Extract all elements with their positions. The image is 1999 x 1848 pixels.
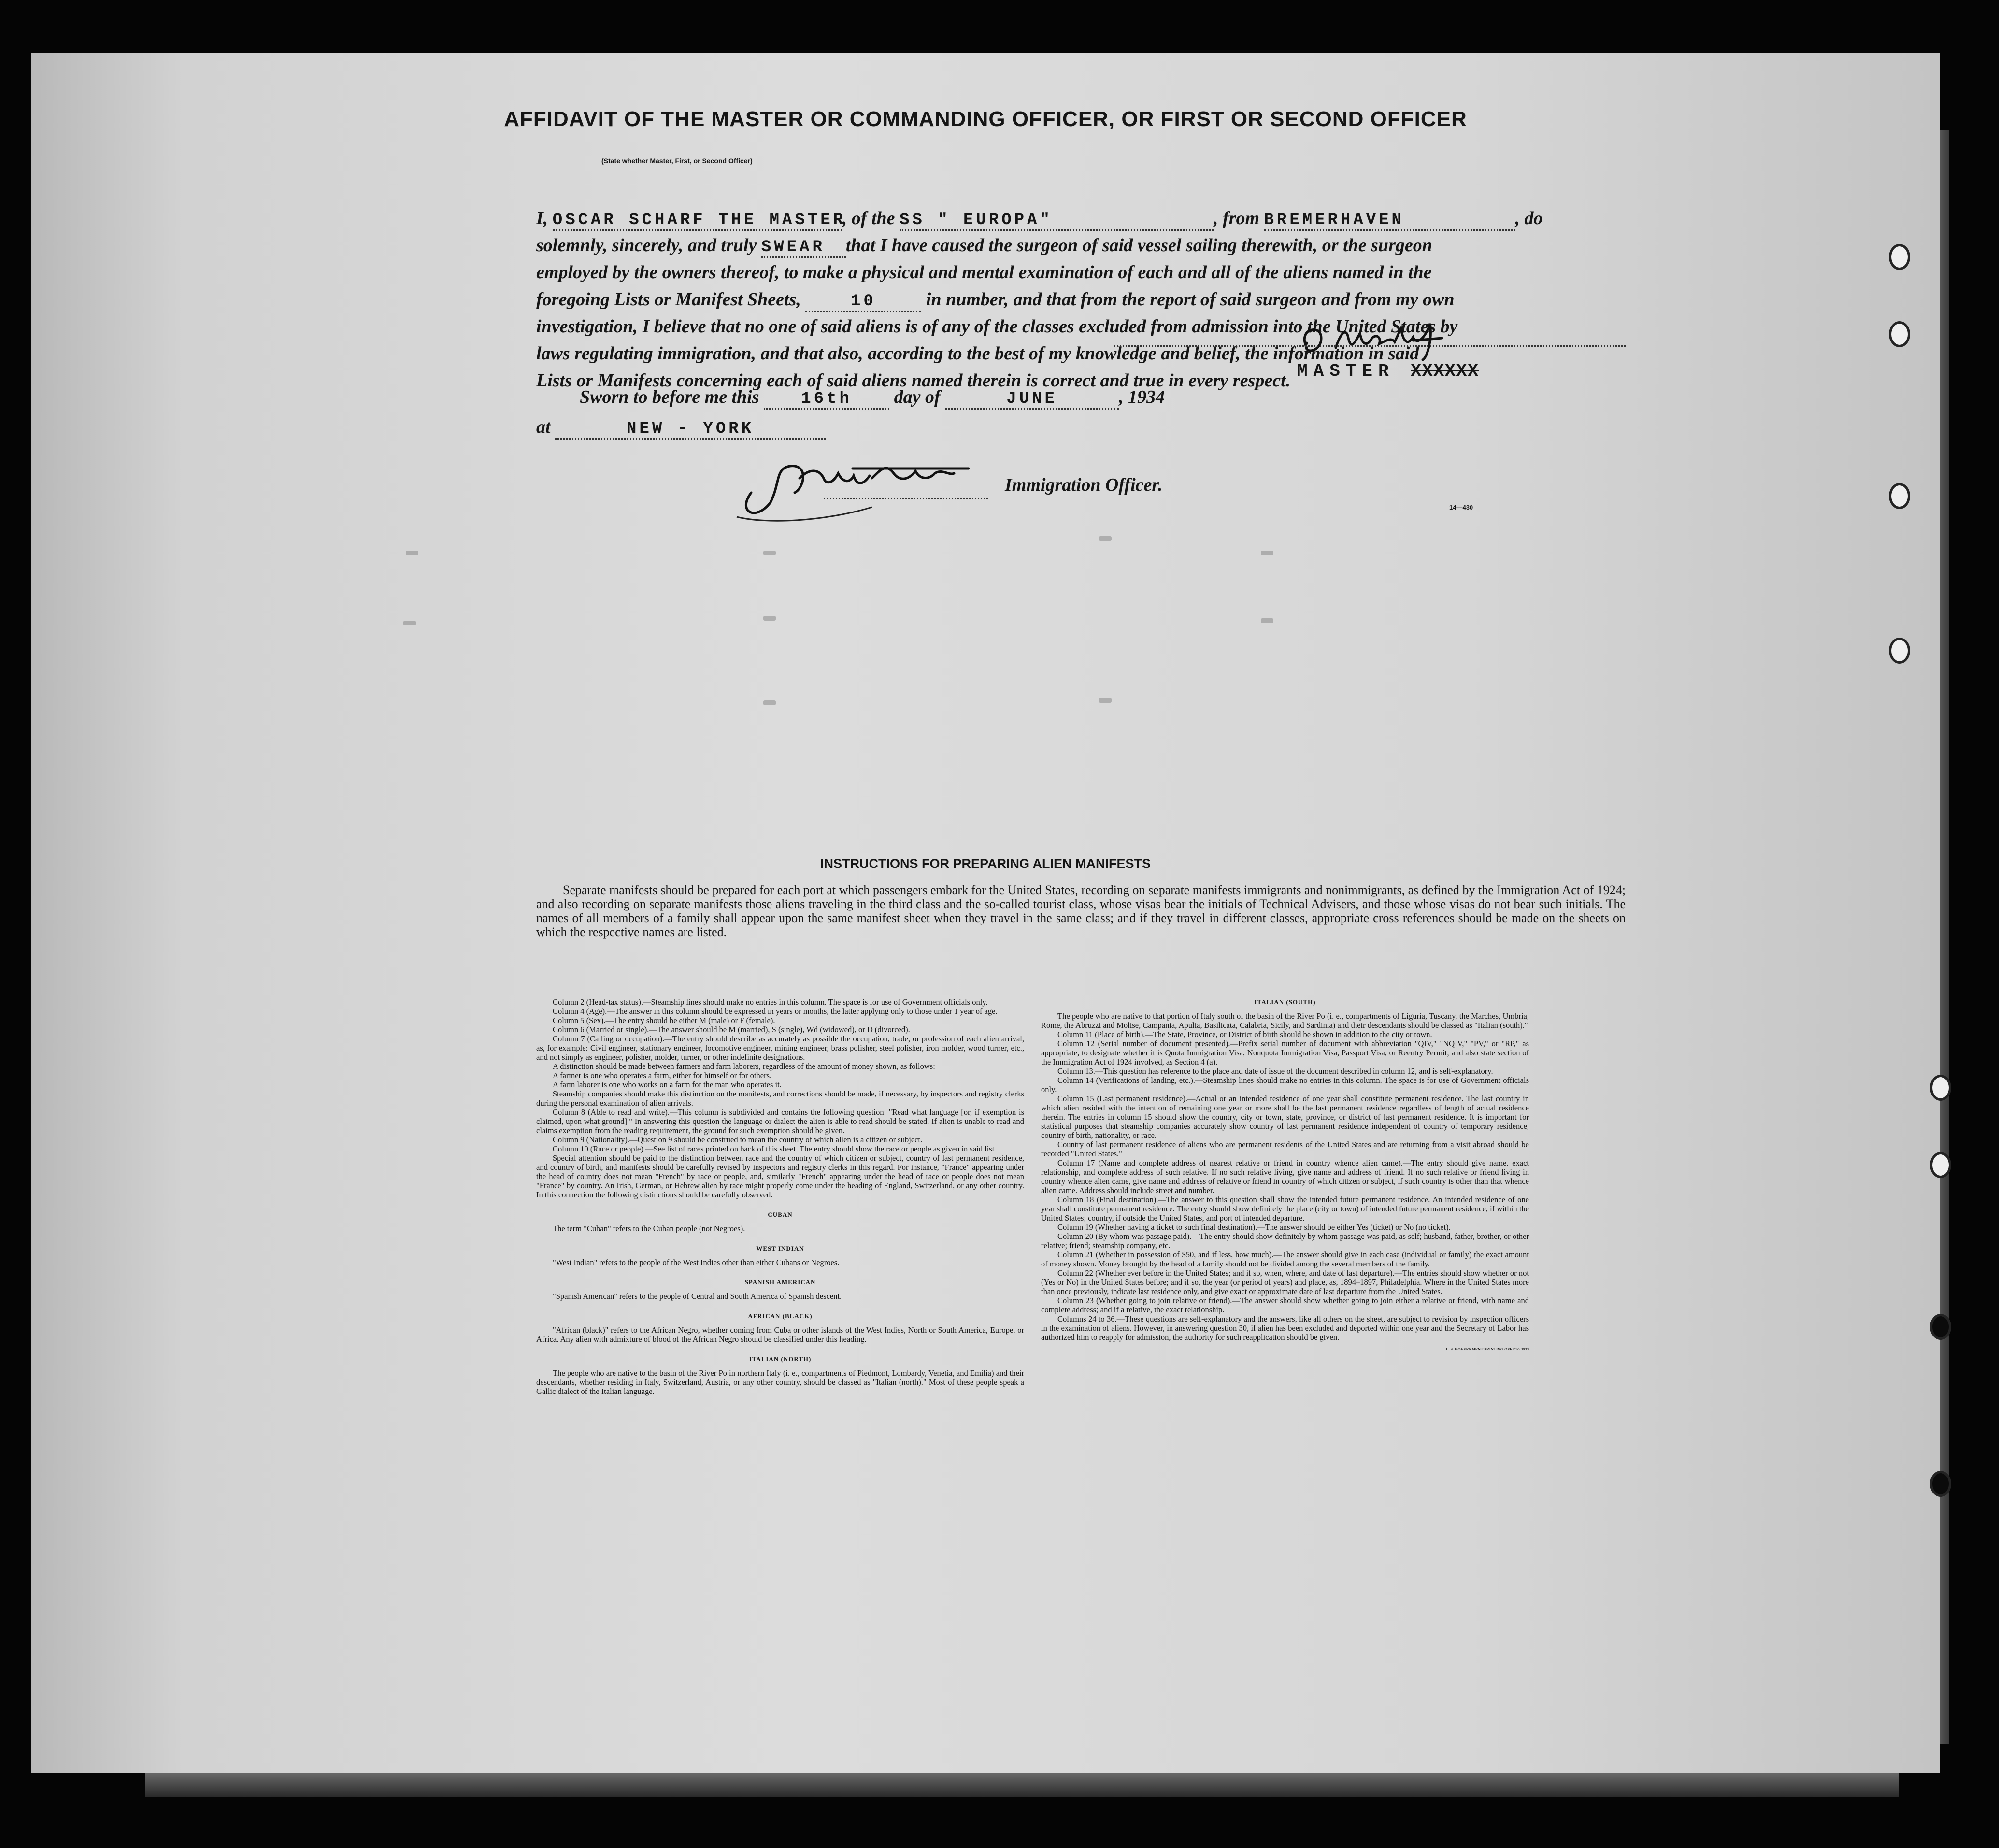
master-signature-line <box>1114 345 1626 347</box>
state-whether-note: (State whether Master, First, or Second Officer) <box>601 157 753 165</box>
column-8-note: Column 8 (Able to read and write).—This column is subdivided and contains the following question: "Read what language [or, if exemption is claimed, upon what ground]." In answering this question the language or dialect the alien is able to read should be stated. If alien is unable to read and claims exemption from the reading requirement, the ground for such exemption should be given. <box>536 1108 1024 1135</box>
spanish-american-definition: "Spanish American" refers to the people of Central and South America of Spanish descent. <box>553 1292 842 1301</box>
manifest-sheet <box>31 53 1940 1773</box>
african-definition: "African (black)" refers to the African Negro, whether coming from Cuba or other islands of the West Indies, North or South America, Europe, or Africa. Any alien with admixture of blood of the African Negro should be classified under this heading. <box>536 1325 1024 1344</box>
column-10-note: Column 10 (Race or people).—See list of races printed on back of this sheet. The entry should show the race or people as given in said list. <box>553 1144 997 1153</box>
binder-hole <box>1930 1075 1951 1101</box>
show-through-mark <box>406 551 418 555</box>
column-14-note: Column 14 (Verifications of landing, etc.).—Steamship lines should make no entries in this column. The space is for use of Government officials only. <box>1041 1076 1529 1094</box>
immigration-officer-line <box>824 498 988 499</box>
italian-north-definition: The people who are native to the basin of the River Po in northern Italy (i. e., compartments of Piedmont, Lombardy, Venetia, and Emilia) and their descendants, whether residing in Italy, Switzerland, Austria, or any other country, should be classed as "Italian (north)." Most of these people speak a Gallic dialect of the Italian language. <box>536 1368 1024 1396</box>
column-5-note: Column 5 (Sex).—The entry should be either M (male) or F (female). <box>553 1016 775 1025</box>
vessel-name: SS " EUROPA" <box>900 211 1214 231</box>
affidavit-line-3: employed by the owners thereof, to make a physical and mental examination of each and all of the aliens named in the <box>536 262 1432 283</box>
show-through-mark <box>763 551 776 555</box>
sworn-month: JUNE <box>945 390 1119 410</box>
sworn-day: 16th <box>764 390 889 410</box>
heading-west-indian: WEST INDIAN <box>756 1245 804 1252</box>
sheets-count: 10 <box>805 292 921 312</box>
show-through-mark <box>763 700 776 705</box>
steamship-distinction: Steamship companies should make this distinction on the manifests, and corrections should be made, if necessary, by inspectors and registry clerks during the personal examination of alien arrivals. <box>536 1089 1024 1108</box>
instructions-intro: Separate manifests should be prepared for each port at which passengers embark for the United States, recording on separate manifests immigrants and nonimmigrants, as defined by the Immigration Act of 1924; and also recording on separate manifests those aliens traveling in the third class and the so-called tourist class, whose visas bear the initials of Technical Advisers, and those whose visas do not bear such initials. The names of all members of a family shall appear upon the same manifest sheet when they travel in the same class; and if they travel in different classes, appropriate cross references should be made on the sheets on which the respective names are listed. <box>536 883 1626 939</box>
column-22-note: Column 22 (Whether ever before in the United States; and if so, when, where, and date of last departure).—The entries should show whether or not (Yes or No) in the United States before; and if so, the year (or period of years) and place, as, 1894–1897, Philadelphia. Where in the United States more than once previously, indicate last residence only, and give exact or approximate date of last departure from the United States. <box>1041 1268 1529 1296</box>
show-through-mark <box>403 621 416 625</box>
column-15-note: Column 15 (Last permanent residence).—Actual or an intended residence of one year shall constitute permanent residence. The last country in which alien resided with the intention of remaining one year or more shall be the last permanent residence regardless of length of actual residence therein. The entries in column 15 should show the country, city or town, state, province, or district of last permanent residence. It is important for statistical purposes that steamship companies accurately show country of last permanent residence independent of country of temporary residence, country of birth, nationality, or race. <box>1041 1094 1529 1140</box>
show-through-mark <box>1099 698 1112 703</box>
heading-spanish-american: SPANISH AMERICAN <box>744 1279 816 1286</box>
show-through-mark <box>1261 551 1273 555</box>
affidavit-line-5: investigation, I believe that no one of said aliens is of any of the classes excluded from admission into the United States by <box>536 316 1458 337</box>
column-15-return-note: Country of last permanent residence of aliens who are permanent residents of the United States and are returning from a visit abroad should be recorded "United States." <box>1041 1140 1529 1158</box>
column-9-note: Column 9 (Nationality).—Question 9 should be construed to mean the country of which alien is a citizen or subject. <box>553 1135 923 1144</box>
affidavit-line-7: Lists or Manifests concerning each of said aliens named therein is correct and true in every respect. <box>536 370 1291 391</box>
affidavit-line-4: foregoing Lists or Manifest Sheets, 10 in number, and that from the report of said surgeon and from my own <box>536 289 1455 312</box>
form-number: 14—430 <box>1449 504 1473 511</box>
show-through-mark <box>1261 618 1273 623</box>
column-6-note: Column 6 (Married or single).—The answer should be M (married), S (single), Wd (widowed), or D (divorced). <box>553 1025 910 1034</box>
departure-port: BREMERHAVEN <box>1264 211 1515 231</box>
affidavit-line-6: laws regulating immigration, and that also, according to the best of my knowledge and belief, the information in said <box>536 343 1419 364</box>
swear-word: SWEAR <box>761 238 846 258</box>
printer-imprint: U. S. GOVERNMENT PRINTING OFFICE: 1933 <box>1445 1347 1529 1351</box>
farmer-definition: A farmer is one who operates a farm, either for himself or for others. <box>553 1071 772 1080</box>
binder-hole <box>1889 483 1910 509</box>
cuban-definition: The term "Cuban" refers to the Cuban people (not Negroes). <box>553 1224 745 1233</box>
column-2-note: Column 2 (Head-tax status).—Steamship lines should make no entries in this column. The space is for use of Government officials only. <box>553 997 988 1007</box>
farmer-distinction: A distinction should be made between farmers and farm laborers, regardless of the amount of money shown, as follows: <box>553 1062 935 1071</box>
west-indian-definition: "West Indian" refers to the people of the West Indies other than either Cubans or Negroes. <box>553 1258 840 1267</box>
heading-italian-south: ITALIAN (SOUTH) <box>1254 998 1316 1006</box>
binder-hole <box>1889 244 1910 270</box>
column-4-note: Column 4 (Age).—The answer in this column should be expressed in years or months, the latter applying only to those under 1 year of age. <box>553 1007 998 1016</box>
column-21-note: Column 21 (Whether in possession of $50, and if less, how much).—The answer should give in each case (individual or family) the exact amount of money shown. Money brought by the head of a family should not be divided among the several members of the family. <box>1041 1250 1529 1268</box>
immigration-officer-label: Immigration Officer. <box>1005 475 1163 495</box>
column-19-note: Column 19 (Whether having a ticket to such final destination).—The answer should be either Yes (ticket) or No (no ticket). <box>1057 1223 1451 1232</box>
binder-hole <box>1889 321 1910 347</box>
column-13-note: Column 13.—This question has reference to the place and date of issue of the document described in column 12, and is self-explanatory. <box>1057 1066 1493 1076</box>
master-title: MASTER XXXXXX <box>1297 361 1479 381</box>
italian-south-definition: The people who are native to that portion of Italy south of the basin of the River Po (i. e., compartments of Liguria, Tuscany, the Marches, Umbria, Rome, the Abruzzi and Molise, Campania, Apulia, Basilicata, Calabria, Sicily, and Sardinia) and their descendants should be classed as "Italian (south)." <box>1041 1011 1529 1030</box>
instructions-title: INSTRUCTIONS FOR PREPARING ALIEN MANIFESTS <box>820 856 1151 871</box>
column-7-note: Column 7 (Calling or occupation).—The entry should describe as accurately as possible the occupation, trade, or profession of each alien arrival, as, for example: Civil engineer, stationary engineer, locomotive engineer, mining engineer, brass polisher, steel polisher, iron molder, wood turner, etc., and not simply as engineer, polisher, molder, turner, or other indefinite designations. <box>536 1034 1024 1062</box>
affidavit-line-2: solemnly, sincerely, and truly SWEAR that I have caused the surgeon of said vessel sailing therewith, or the surgeon <box>536 235 1432 258</box>
column-12-note: Column 12 (Serial number of document presented).—Prefix serial number of document with abbreviation "QIV," "NQIV," "PV," or "RP," as appropriate, to designate whether it is Quota Immigration Visa, Nonquota Immigration Visa, Passport Visa, or Reentry Permit; and also state section of the Immigration Act of 1924 involved, as Section 4 (a). <box>1041 1039 1529 1066</box>
columns-24-36-note: Columns 24 to 36.—These questions are self-explanatory and the answers, like all others on the sheet, are subject to revision by inspection officers in the examination of aliens. However, in answering question 30, if alien has been excluded and deported within one year and the Secretary of Labor has authorized him to reapply for admission, the authority for such reapplication should be given. <box>1041 1314 1529 1342</box>
column-17-note: Column 17 (Name and complete address of nearest relative or friend in country whence alien came).—The entry should give name, exact relationship, and complete address of such relative. If no such relative living, give name and address of friend. If no such relative or friend living in country whence alien came, give name and address of relative or friend in country of which citizen or subject, if such country is other than that whence alien came. Address should include street and number. <box>1041 1158 1529 1195</box>
at-place: NEW - YORK <box>555 420 826 440</box>
binder-hole <box>1889 638 1910 664</box>
binder-hole <box>1930 1152 1951 1178</box>
farm-laborer-definition: A farm laborer is one who works on a farm for the man who operates it. <box>553 1080 782 1089</box>
show-through-mark <box>763 616 776 621</box>
immigration-officer-signature <box>727 449 1036 526</box>
column-23-note: Column 23 (Whether going to join relative or friend).—The answer should show whether going to join either a relative or friend, with name and complete address; and if a relative, the exact relationship. <box>1041 1296 1529 1314</box>
instructions-right-column <box>1041 997 1529 1354</box>
column-11-note: Column 11 (Place of birth).—The State, Province, or District of birth should be shown in addition to the city or town. <box>1057 1030 1432 1039</box>
sworn-year: 34 <box>1146 387 1165 407</box>
instructions-left-column <box>536 997 1024 1396</box>
at-line: at NEW - YORK <box>536 416 826 440</box>
binder-hole <box>1930 1314 1951 1340</box>
heading-cuban: CUBAN <box>768 1211 793 1218</box>
binder-hole <box>1930 1471 1951 1497</box>
master-name: OSCAR SCHARF THE MASTER <box>553 211 842 231</box>
sworn-line: Sworn to before me this 16th day of JUNE , 1934 <box>580 386 1165 410</box>
race-distinction: Special attention should be paid to the distinction between race and the country of which citizen or subject, country of last permanent residence, and country of birth, and manifests should be carefully revised by inspectors and registry clerks in this regard. For instance, "France" appearing under the head of country does not mean "French" by race or people, and, similarly "French" appearing under the head of race or people does not mean "France" by country. An Irish, German, or Hebrew alien by race might properly come under the heading of England, Switzerland, or any other country. In this connection the following distinctions should be carefully observed: <box>536 1153 1024 1199</box>
column-20-note: Column 20 (By whom was passage paid).—The entry should show definitely by whom passage was paid, as self; husband, father, brother, or other relative; friend; steamship company, etc. <box>1041 1232 1529 1250</box>
show-through-mark <box>1099 536 1112 541</box>
affidavit-line-1: I, OSCAR SCHARF THE MASTER, of the SS " EUROPA" , from BREMERHAVEN , do <box>536 208 1543 231</box>
column-18-note: Column 18 (Final destination).—The answer to this question shall show the intended future permanent residence. An intended residence of one year shall constitute permanent residence. The entry should show definitely the place (city or town) of intended future permanent residence, if within the United States; country, if outside the United States, and port of intended departure. <box>1041 1195 1529 1223</box>
master-signature <box>1268 314 1539 367</box>
affidavit-title: AFFIDAVIT OF THE MASTER OR COMMANDING OFFICER, OR FIRST OR SECOND OFFICER <box>504 107 1467 131</box>
heading-african: AFRICAN (BLACK) <box>748 1312 813 1320</box>
heading-italian-north: ITALIAN (NORTH) <box>749 1355 812 1363</box>
